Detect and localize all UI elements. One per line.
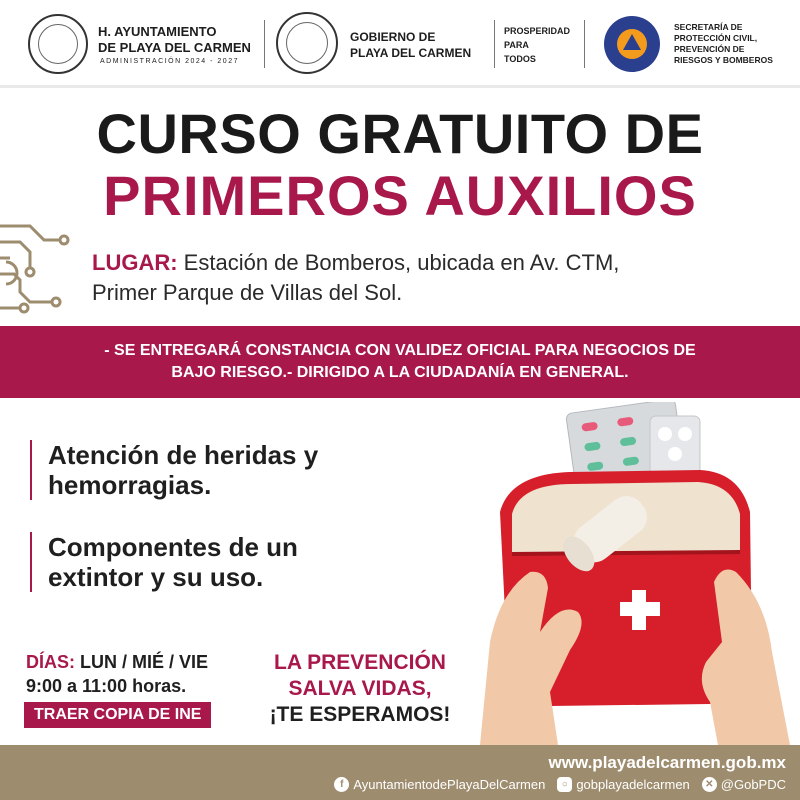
org1-line1: H. AYUNTAMIENTO — [98, 24, 217, 39]
facebook-icon: f — [334, 777, 349, 792]
slogan-line2: SALVA VIDAS, — [288, 677, 432, 700]
x-link[interactable] — [702, 777, 786, 792]
instagram-handle: gobplayadelcarmen — [576, 777, 690, 792]
facebook-handle: AyuntamientodePlayaDelCarmen — [353, 777, 546, 792]
topic-item — [30, 532, 298, 592]
schedule — [26, 650, 208, 698]
slogan-line1: LA PREVENCIÓN — [274, 651, 446, 674]
motto-line2: PARA — [504, 40, 529, 50]
org3-line3: PREVENCIÓN DE — [674, 44, 745, 54]
location-line2: Primer Parque de Villas del Sol. — [92, 280, 403, 305]
band-line2: BAJO RIESGO.- DIRIGIDO A LA CIUDADANÍA EN GENERAL. — [171, 364, 629, 381]
slogan — [240, 650, 480, 728]
org3-line4: RIESGOS Y BOMBEROS — [674, 55, 773, 65]
title-line1: CURSO GRATUITO DE — [96, 102, 704, 165]
topic-line: hemorragias. — [48, 470, 212, 500]
website-link[interactable]: www.playadelcarmen.gob.mx — [548, 753, 786, 772]
schedule-hours: 9:00 a 11:00 horas. — [26, 676, 187, 696]
slogan-line3: ¡TE ESPERAMOS! — [269, 703, 451, 726]
facebook-link[interactable] — [334, 777, 545, 792]
topic-item — [30, 440, 318, 500]
org3-line2: PROTECCIÓN CIVIL, — [674, 33, 758, 43]
header-divider — [264, 20, 265, 68]
header-divider — [584, 20, 585, 68]
header-divider — [494, 20, 495, 68]
org3-line1: SECRETARÍA DE — [674, 22, 743, 32]
schedule-days: LUN / MIÉ / VIE — [80, 652, 209, 672]
org2-line2: PLAYA DEL CARMEN — [350, 46, 472, 60]
first-aid-kit-photo — [460, 402, 800, 745]
social-links — [334, 777, 786, 792]
schedule-label: DÍAS: — [26, 652, 75, 672]
motto-line3: TODOS — [504, 54, 536, 64]
org1-line2: DE PLAYA DEL CARMEN — [98, 40, 251, 55]
instagram-link[interactable] — [557, 777, 689, 792]
x-icon: ✕ — [702, 777, 717, 792]
location-info — [92, 248, 772, 308]
circuit-decoration-icon — [0, 212, 72, 324]
topic-line: extintor y su uso. — [48, 562, 264, 592]
motto-line1: PROSPERIDAD — [504, 26, 571, 36]
org1-sub: ADMINISTRACIÓN 2024 - 2027 — [100, 58, 239, 65]
band-line1: - SE ENTREGARÁ CONSTANCIA CON VALIDEZ OFICIAL PARA NEGOCIOS DE — [104, 342, 696, 359]
ayuntamiento-seal-icon — [28, 14, 88, 74]
title-line2: PRIMEROS AUXILIOS — [103, 164, 697, 227]
ine-note-badge: TRAER COPIA DE INE — [24, 702, 211, 728]
location-line1: Estación de Bomberos, ubicada en Av. CTM, — [183, 250, 620, 275]
footer — [0, 745, 800, 800]
header — [0, 0, 800, 88]
location-label: LUGAR: — [92, 250, 178, 275]
certificate-band — [0, 326, 800, 398]
topic-line: Atención de heridas y — [48, 440, 319, 470]
x-handle: @GobPDC — [720, 777, 786, 792]
proteccion-civil-logo-icon — [604, 16, 660, 72]
org2-line1: GOBIERNO DE — [350, 30, 436, 44]
topic-line: Componentes de un — [48, 532, 298, 562]
gobierno-seal-icon — [276, 12, 338, 74]
instagram-icon: ○ — [557, 777, 572, 792]
